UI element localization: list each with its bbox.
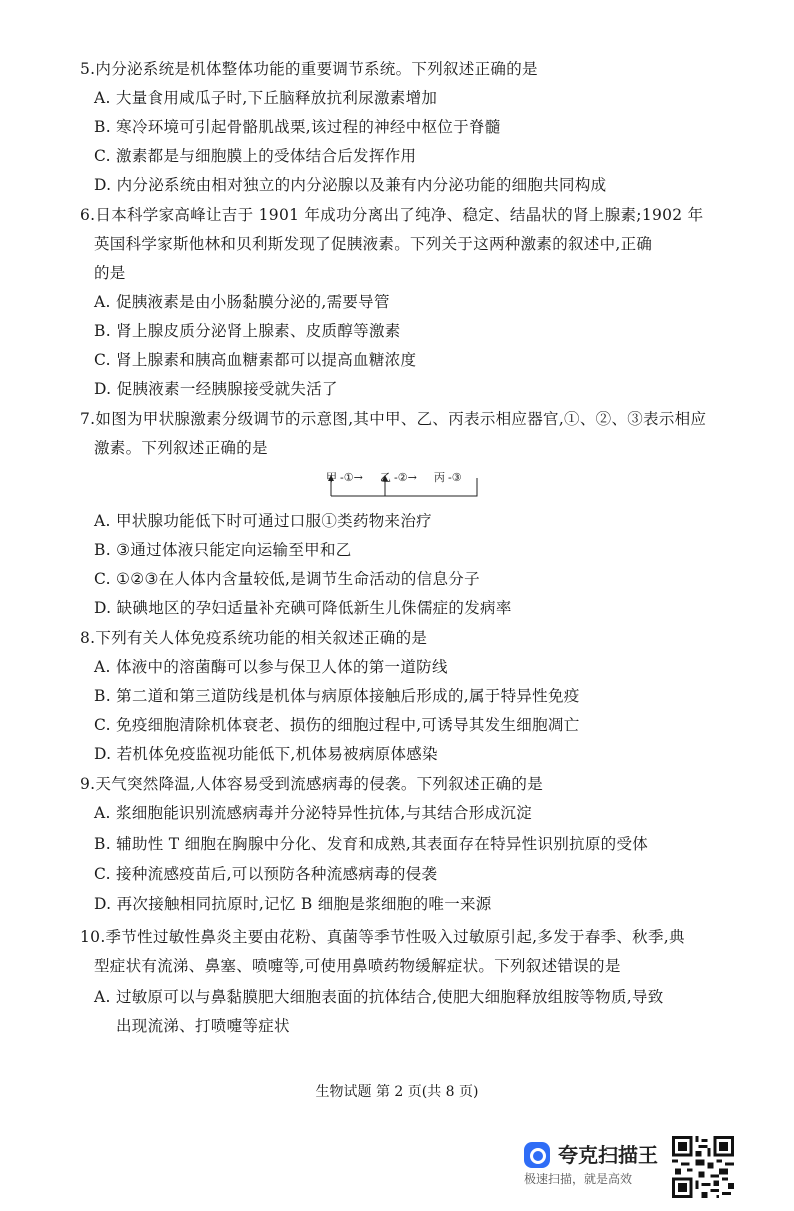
question-5-stem: 5.内分泌系统是机体整体功能的重要调节系统。下列叙述正确的是 <box>80 60 538 78</box>
question-8-option-c: C. 免疫细胞清除机体衰老、损伤的细胞过程中,可诱导其发生细胞凋亡 <box>94 716 580 734</box>
question-10-stem-cont: 型症状有流涕、鼻塞、喷嚏等,可使用鼻喷药物缓解症状。下列叙述错误的是 <box>94 957 621 975</box>
question-6-option-d: D. 促胰液素一经胰腺接受就失活了 <box>94 380 338 398</box>
question-9-option-b: B. 辅助性 T 细胞在胸腺中分化、发育和成熟,其表面存在特异性识别抗原的受体 <box>94 835 649 853</box>
node-bing: 丙 <box>434 471 445 484</box>
question-5-option-a: A. 大量食用咸瓜子时,下丘脑释放抗利尿激素增加 <box>94 89 438 107</box>
question-9-option-d: D. 再次接触相同抗原时,记忆 B 细胞是浆细胞的唯一来源 <box>94 895 492 913</box>
question-7-stem: 7.如图为甲状腺激素分级调节的示意图,其中甲、乙、丙表示相应器官,①、②、③表示相应 <box>80 410 707 428</box>
scanner-slogan: 极速扫描，就是高效 <box>524 1172 633 1186</box>
arrow-hormone-3: -③ <box>448 471 462 484</box>
question-5-option-d: D. 内分泌系统由相对独立的内分泌腺以及兼有内分泌功能的细胞共同构成 <box>94 176 607 194</box>
node-jia: 甲 <box>326 471 337 484</box>
question-7-stem-cont: 激素。下列叙述正确的是 <box>94 439 268 457</box>
question-7-option-a: A. 甲状腺功能低下时可通过口服①类药物来治疗 <box>94 512 432 530</box>
question-9-option-a: A. 浆细胞能识别流感病毒并分泌特异性抗体,与其结合形成沉淀 <box>94 804 532 822</box>
question-8-option-b: B. 第二道和第三道防线是机体与病原体接触后形成的,属于特异性免疫 <box>94 687 580 705</box>
question-8-stem: 8.下列有关人体免疫系统功能的相关叙述正确的是 <box>80 629 428 647</box>
question-8-option-d: D. 若机体免疫监视功能低下,机体易被病原体感染 <box>94 745 438 763</box>
thyroid-regulation-diagram <box>326 470 486 502</box>
scanner-brand-name: 夸克扫描王 <box>558 1143 658 1167</box>
question-5-option-c: C. 激素都是与细胞膜上的受体结合后发挥作用 <box>94 147 417 165</box>
scanner-logo-icon <box>524 1142 550 1168</box>
node-yi: 乙 <box>380 471 391 484</box>
question-6-option-a: A. 促胰液素是由小肠黏膜分泌的,需要导管 <box>94 293 390 311</box>
question-6-option-b: B. 肾上腺皮质分泌肾上腺素、皮质醇等激素 <box>94 322 401 340</box>
question-6-stem-cont: 英国科学家斯他林和贝利斯发现了促胰液素。下列关于这两种激素的叙述中,正确 <box>94 235 653 253</box>
question-9-stem: 9.天气突然降温,人体容易受到流感病毒的侵袭。下列叙述正确的是 <box>80 775 544 793</box>
page-footer: 生物试题 第 2 页(共 8 页) <box>315 1084 479 1100</box>
question-10-option-a-cont: 出现流涕、打喷嚏等症状 <box>116 1017 290 1035</box>
question-9-option-c: C. 接种流感疫苗后,可以预防各种流感病毒的侵袭 <box>94 865 438 883</box>
question-8-option-a: A. 体液中的溶菌酶可以参与保卫人体的第一道防线 <box>94 658 448 676</box>
question-10-stem: 10.季节性过敏性鼻炎主要由花粉、真菌等季节性吸入过敏原引起,多发于春季、秋季,典 <box>80 928 685 946</box>
scanner-watermark <box>520 1138 670 1188</box>
arrow-hormone-2: -②→ <box>394 471 417 484</box>
question-7-option-c: C. ①②③在人体内含量较低,是调节生命活动的信息分子 <box>94 570 480 588</box>
arrow-hormone-1: -①→ <box>340 471 363 484</box>
question-7-option-b: B. ③通过体液只能定向运输至甲和乙 <box>94 541 352 559</box>
question-6-option-c: C. 肾上腺素和胰高血糖素都可以提高血糖浓度 <box>94 351 417 369</box>
question-6-stem: 6.日本科学家高峰让吉于 1901 年成功分离出了纯净、稳定、结晶状的肾上腺素;1902 年 <box>80 206 704 224</box>
qr-code-icon <box>672 1136 734 1198</box>
question-6-stem-cont: 的是 <box>94 264 126 282</box>
question-10-option-a: A. 过敏原可以与鼻黏膜肥大细胞表面的抗体结合,使肥大细胞释放组胺等物质,导致 <box>94 988 664 1006</box>
question-7-option-d: D. 缺碘地区的孕妇适量补充碘可降低新生儿侏儒症的发病率 <box>94 599 512 617</box>
question-5-option-b: B. 寒冷环境可引起骨骼肌战栗,该过程的神经中枢位于脊髓 <box>94 118 501 136</box>
